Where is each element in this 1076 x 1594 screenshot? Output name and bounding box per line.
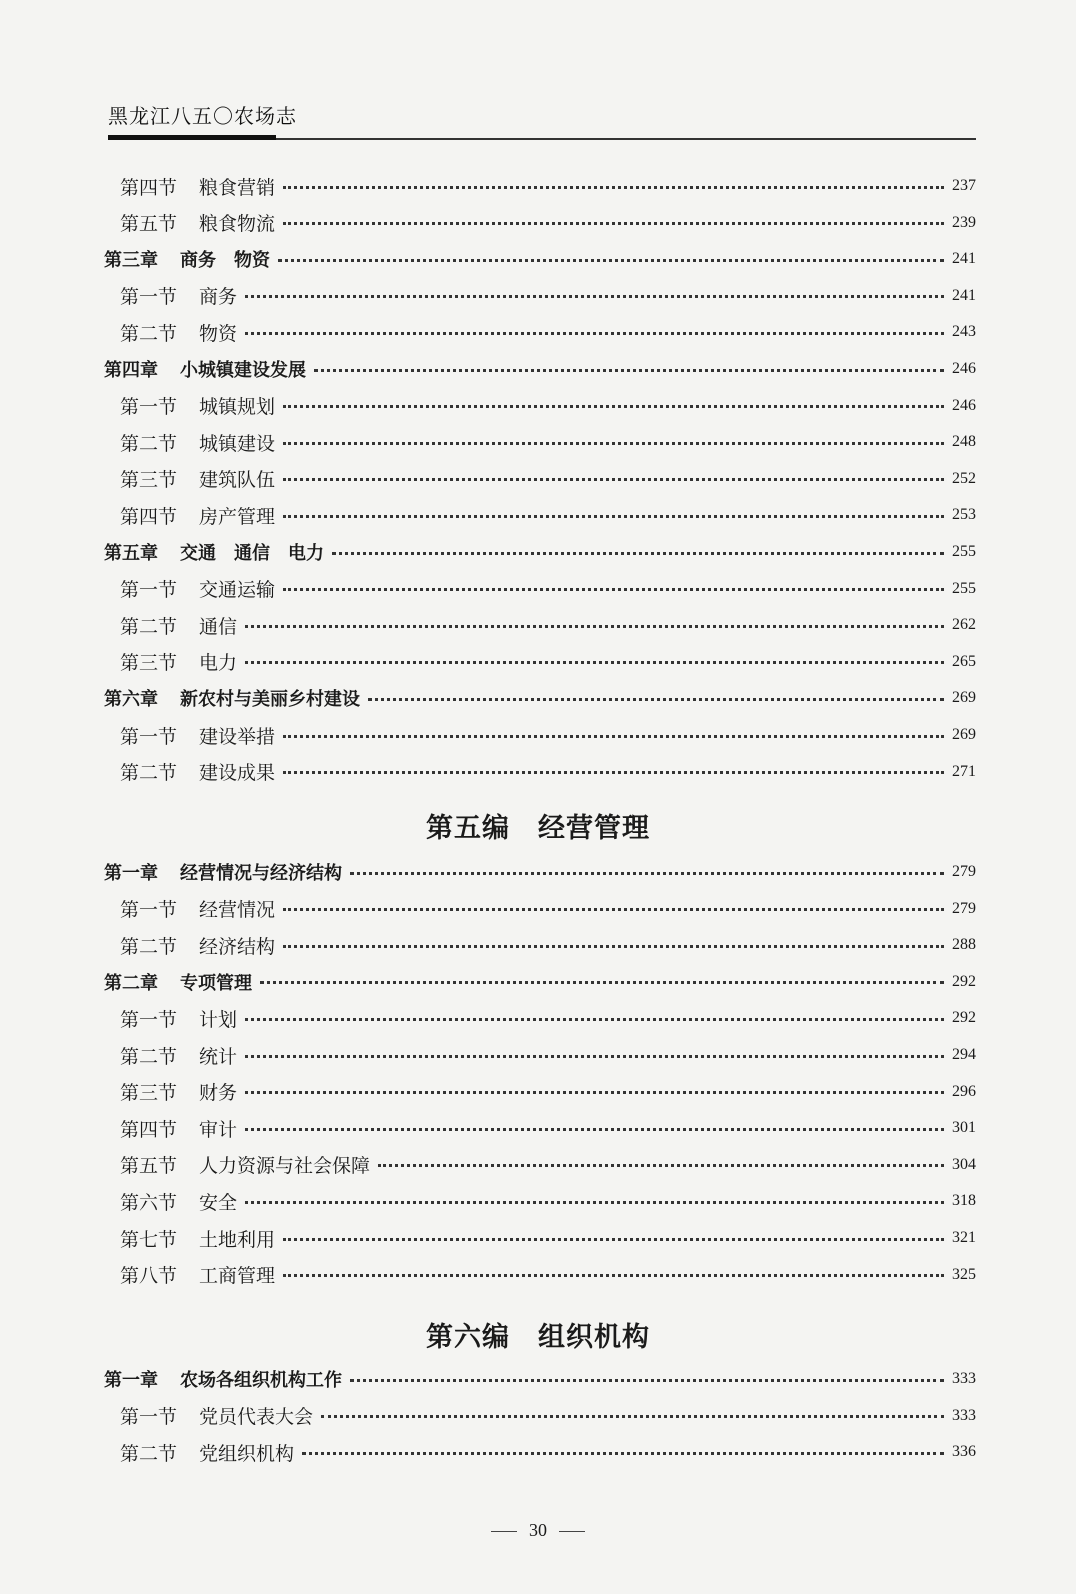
part-heading-6 — [0, 1315, 1076, 1354]
toc-entry-number: 第二章 — [104, 972, 158, 994]
dot-leader — [245, 1012, 944, 1021]
dot-leader — [283, 399, 944, 408]
dot-leader — [245, 1085, 944, 1094]
toc-entry-number: 第二节 — [120, 935, 178, 958]
toc-entry-label: 建设成果 — [199, 762, 276, 785]
toc-section-row[interactable] — [120, 281, 976, 311]
toc-entry-number: 第一节 — [120, 286, 178, 309]
toc-entry-number: 第二节 — [120, 432, 178, 455]
toc-page-number: 246 — [952, 396, 976, 414]
toc-page-number: 246 — [952, 360, 976, 377]
part-number: 第五编 — [426, 813, 510, 844]
toc-section-row[interactable] — [120, 930, 976, 960]
toc-entry-number: 第二节 — [120, 322, 178, 345]
dot-leader — [368, 692, 944, 701]
toc-chapter-row[interactable] — [104, 354, 976, 384]
toc-page-number: 294 — [952, 1046, 976, 1063]
toc-section-row[interactable] — [120, 208, 976, 238]
toc-entry-label: 安全 — [199, 1191, 238, 1214]
dot-leader — [350, 1373, 944, 1382]
toc-page-number: 336 — [952, 1443, 976, 1461]
toc-chapter-row[interactable] — [104, 1364, 976, 1394]
toc-page-number: 325 — [952, 1265, 976, 1283]
toc-page-number: 239 — [952, 213, 976, 231]
toc-entry-number: 第二节 — [120, 1045, 178, 1068]
toc-section-row[interactable] — [120, 1186, 976, 1216]
dot-leader — [283, 436, 944, 445]
toc-section-row[interactable] — [120, 720, 976, 750]
dot-leader — [245, 289, 944, 298]
toc-entry-label: 电力 — [199, 652, 238, 675]
toc-entry-number: 第五节 — [120, 1155, 178, 1178]
toc-entry-label: 党组织机构 — [199, 1442, 295, 1465]
toc-entry-label: 城镇建设 — [199, 432, 276, 455]
toc-page-number: 243 — [952, 323, 976, 341]
toc-section-row[interactable] — [120, 391, 976, 421]
toc-entry-label: 通信 — [199, 615, 238, 638]
dot-leader — [245, 655, 944, 664]
part-title: 经营管理 — [538, 813, 650, 844]
toc-entry-label: 经济结构 — [199, 935, 276, 958]
toc-entry-label: 计划 — [199, 1008, 238, 1031]
toc-entry-number: 第一节 — [120, 396, 178, 419]
toc-section-row[interactable] — [120, 1401, 976, 1431]
toc-page-number: 253 — [952, 506, 976, 524]
toc-page-number: 279 — [952, 899, 976, 917]
dot-leader — [245, 619, 944, 628]
toc-section-row[interactable] — [120, 317, 976, 347]
toc-chapter-row[interactable] — [104, 967, 976, 997]
toc-entry-number: 第一节 — [120, 899, 178, 922]
toc-page-number: 333 — [952, 1370, 976, 1387]
dot-leader — [245, 326, 944, 335]
toc-entry-label: 土地利用 — [199, 1228, 276, 1251]
dot-leader — [321, 1409, 944, 1418]
toc-page-number: 241 — [952, 286, 976, 304]
dot-leader — [278, 253, 944, 262]
toc-page-number: 333 — [952, 1406, 976, 1424]
toc-entry-label: 工商管理 — [199, 1265, 276, 1288]
toc-entry-label: 经营情况 — [199, 899, 276, 922]
toc-page-number: 321 — [952, 1229, 976, 1246]
toc-section-row[interactable] — [120, 1040, 976, 1070]
toc-section-row[interactable] — [120, 427, 976, 457]
toc-page-number: 304 — [952, 1155, 976, 1173]
toc-entry-label: 房产管理 — [199, 505, 276, 528]
toc-entry-label: 人力资源与社会保障 — [199, 1155, 371, 1178]
toc-section-row[interactable] — [120, 894, 976, 924]
dot-leader — [283, 472, 944, 481]
toc-chapter-row[interactable] — [104, 683, 976, 713]
toc-page-number: 241 — [952, 250, 976, 268]
running-header — [108, 100, 976, 144]
toc-entry-number: 第六节 — [120, 1191, 178, 1214]
toc-section-row[interactable] — [120, 574, 976, 604]
toc-section-row[interactable] — [120, 1437, 976, 1467]
toc-entry-number: 第三节 — [120, 652, 178, 675]
toc-entry-label: 农场各组织机构工作 — [180, 1370, 342, 1391]
toc-section-row[interactable] — [120, 1150, 976, 1180]
toc-page-number: 265 — [952, 652, 976, 670]
toc-section-row[interactable] — [120, 1077, 976, 1107]
toc-entry-number: 第五章 — [104, 543, 158, 564]
toc-entry-label: 物资 — [199, 322, 238, 345]
dot-leader — [283, 1268, 944, 1277]
toc-entry-number: 第四章 — [104, 360, 158, 381]
page-number: 30 — [529, 1520, 547, 1540]
toc-entry-number: 第七节 — [120, 1228, 178, 1251]
toc-page-number: 292 — [952, 972, 976, 990]
toc-page-number: 292 — [952, 1009, 976, 1027]
toc-section-row[interactable] — [120, 464, 976, 494]
toc-entry-number: 第二节 — [120, 1442, 178, 1465]
dot-leader — [283, 902, 944, 911]
part-number: 第六编 — [426, 1322, 510, 1353]
toc-entry-number: 第六章 — [104, 689, 158, 711]
toc-chapter-row[interactable] — [104, 244, 976, 274]
toc-entry-number: 第三节 — [120, 1082, 178, 1105]
dot-leader — [245, 1195, 944, 1204]
dot-leader — [314, 363, 944, 372]
toc-page-number: 237 — [952, 177, 976, 194]
toc-entry-number: 第一节 — [120, 1406, 178, 1429]
dot-leader — [245, 1049, 944, 1058]
footer-dash-right — [559, 1531, 585, 1532]
dot-leader — [245, 1122, 944, 1131]
toc-entry-number: 第八节 — [120, 1265, 178, 1288]
toc-section-row[interactable] — [120, 757, 976, 787]
toc-entry-label: 城镇规划 — [199, 396, 276, 419]
toc-entry-label: 商务 — [199, 286, 238, 309]
dot-leader — [283, 180, 944, 189]
dot-leader — [283, 939, 944, 948]
toc-entry-number: 第四节 — [120, 176, 178, 199]
dot-leader — [378, 1158, 944, 1167]
dot-leader — [283, 1232, 944, 1241]
dot-leader — [283, 216, 944, 225]
part-title: 组织机构 — [538, 1322, 650, 1353]
toc-entry-label: 专项管理 — [180, 972, 252, 994]
toc-entry-number: 第四节 — [120, 505, 178, 528]
toc-entry-label: 粮食物流 — [199, 213, 276, 236]
toc-page-number: 301 — [952, 1119, 976, 1137]
dot-leader — [332, 546, 944, 555]
toc-entry-label: 粮食营销 — [199, 176, 276, 199]
footer-dash-left — [491, 1531, 517, 1532]
toc-entry-number: 第一节 — [120, 579, 178, 602]
toc-section-row[interactable] — [120, 500, 976, 530]
toc-entry-number: 第三章 — [104, 250, 158, 272]
toc-entry-number: 第五节 — [120, 213, 178, 236]
toc-page-number: 279 — [952, 863, 976, 880]
toc-page-number: 252 — [952, 469, 976, 487]
toc-entry-label: 交通 通信 电力 — [180, 543, 324, 564]
toc-entry-number: 第一节 — [120, 725, 178, 748]
dot-leader — [260, 975, 944, 984]
toc-entry-number: 第二节 — [120, 615, 178, 638]
toc-page-number: 248 — [952, 433, 976, 451]
toc-page-number: 255 — [952, 579, 976, 597]
toc-page-number: 262 — [952, 616, 976, 634]
page-footer — [0, 1520, 1076, 1541]
toc-page-number: 255 — [952, 543, 976, 560]
toc-entry-number: 第一章 — [104, 863, 158, 884]
dot-leader — [350, 866, 944, 875]
dot-leader — [283, 582, 944, 591]
toc-entry-label: 审计 — [199, 1118, 238, 1141]
toc-section-row[interactable] — [120, 1223, 976, 1253]
toc-section-row[interactable] — [120, 1003, 976, 1033]
dot-leader — [283, 509, 944, 518]
toc-page-number: 296 — [952, 1082, 976, 1100]
toc-entry-label: 统计 — [199, 1045, 238, 1068]
toc-page-number: 318 — [952, 1192, 976, 1210]
toc-entry-number: 第一节 — [120, 1008, 178, 1031]
toc-entry-label: 小城镇建设发展 — [180, 360, 306, 381]
toc-entry-label: 新农村与美丽乡村建设 — [180, 689, 360, 711]
toc-chapter-row[interactable] — [104, 857, 976, 887]
toc-page-number: 271 — [952, 762, 976, 780]
toc-entry-label: 商务 物资 — [180, 250, 270, 272]
dot-leader — [302, 1446, 944, 1455]
toc-entry-label: 建设举措 — [199, 725, 276, 748]
toc-entry-label: 党员代表大会 — [199, 1406, 314, 1429]
toc-section-row[interactable] — [120, 1113, 976, 1143]
toc-section-row[interactable] — [120, 647, 976, 677]
toc-entry-label: 建筑队伍 — [199, 469, 276, 492]
toc-section-row[interactable] — [120, 171, 976, 201]
toc-page-number: 269 — [952, 726, 976, 743]
toc-entry-number: 第三节 — [120, 469, 178, 492]
toc-section-row[interactable] — [120, 610, 976, 640]
toc-section-row[interactable] — [120, 1260, 976, 1290]
toc-page-number: 269 — [952, 689, 976, 707]
toc-entry-label: 交通运输 — [199, 579, 276, 602]
dot-leader — [283, 729, 944, 738]
dot-leader — [283, 765, 944, 774]
toc-entry-number: 第四节 — [120, 1118, 178, 1141]
toc-entry-number: 第二节 — [120, 762, 178, 785]
toc-entry-number: 第一章 — [104, 1370, 158, 1391]
book-title: 黑龙江八五〇农场志 — [108, 104, 297, 128]
toc-chapter-row[interactable] — [104, 537, 976, 567]
toc-entry-label: 财务 — [199, 1082, 238, 1105]
toc-entry-label: 经营情况与经济结构 — [180, 863, 342, 884]
header-rule-accent — [108, 135, 276, 140]
toc-page-number: 288 — [952, 936, 976, 954]
part-heading-5 — [0, 806, 1076, 845]
